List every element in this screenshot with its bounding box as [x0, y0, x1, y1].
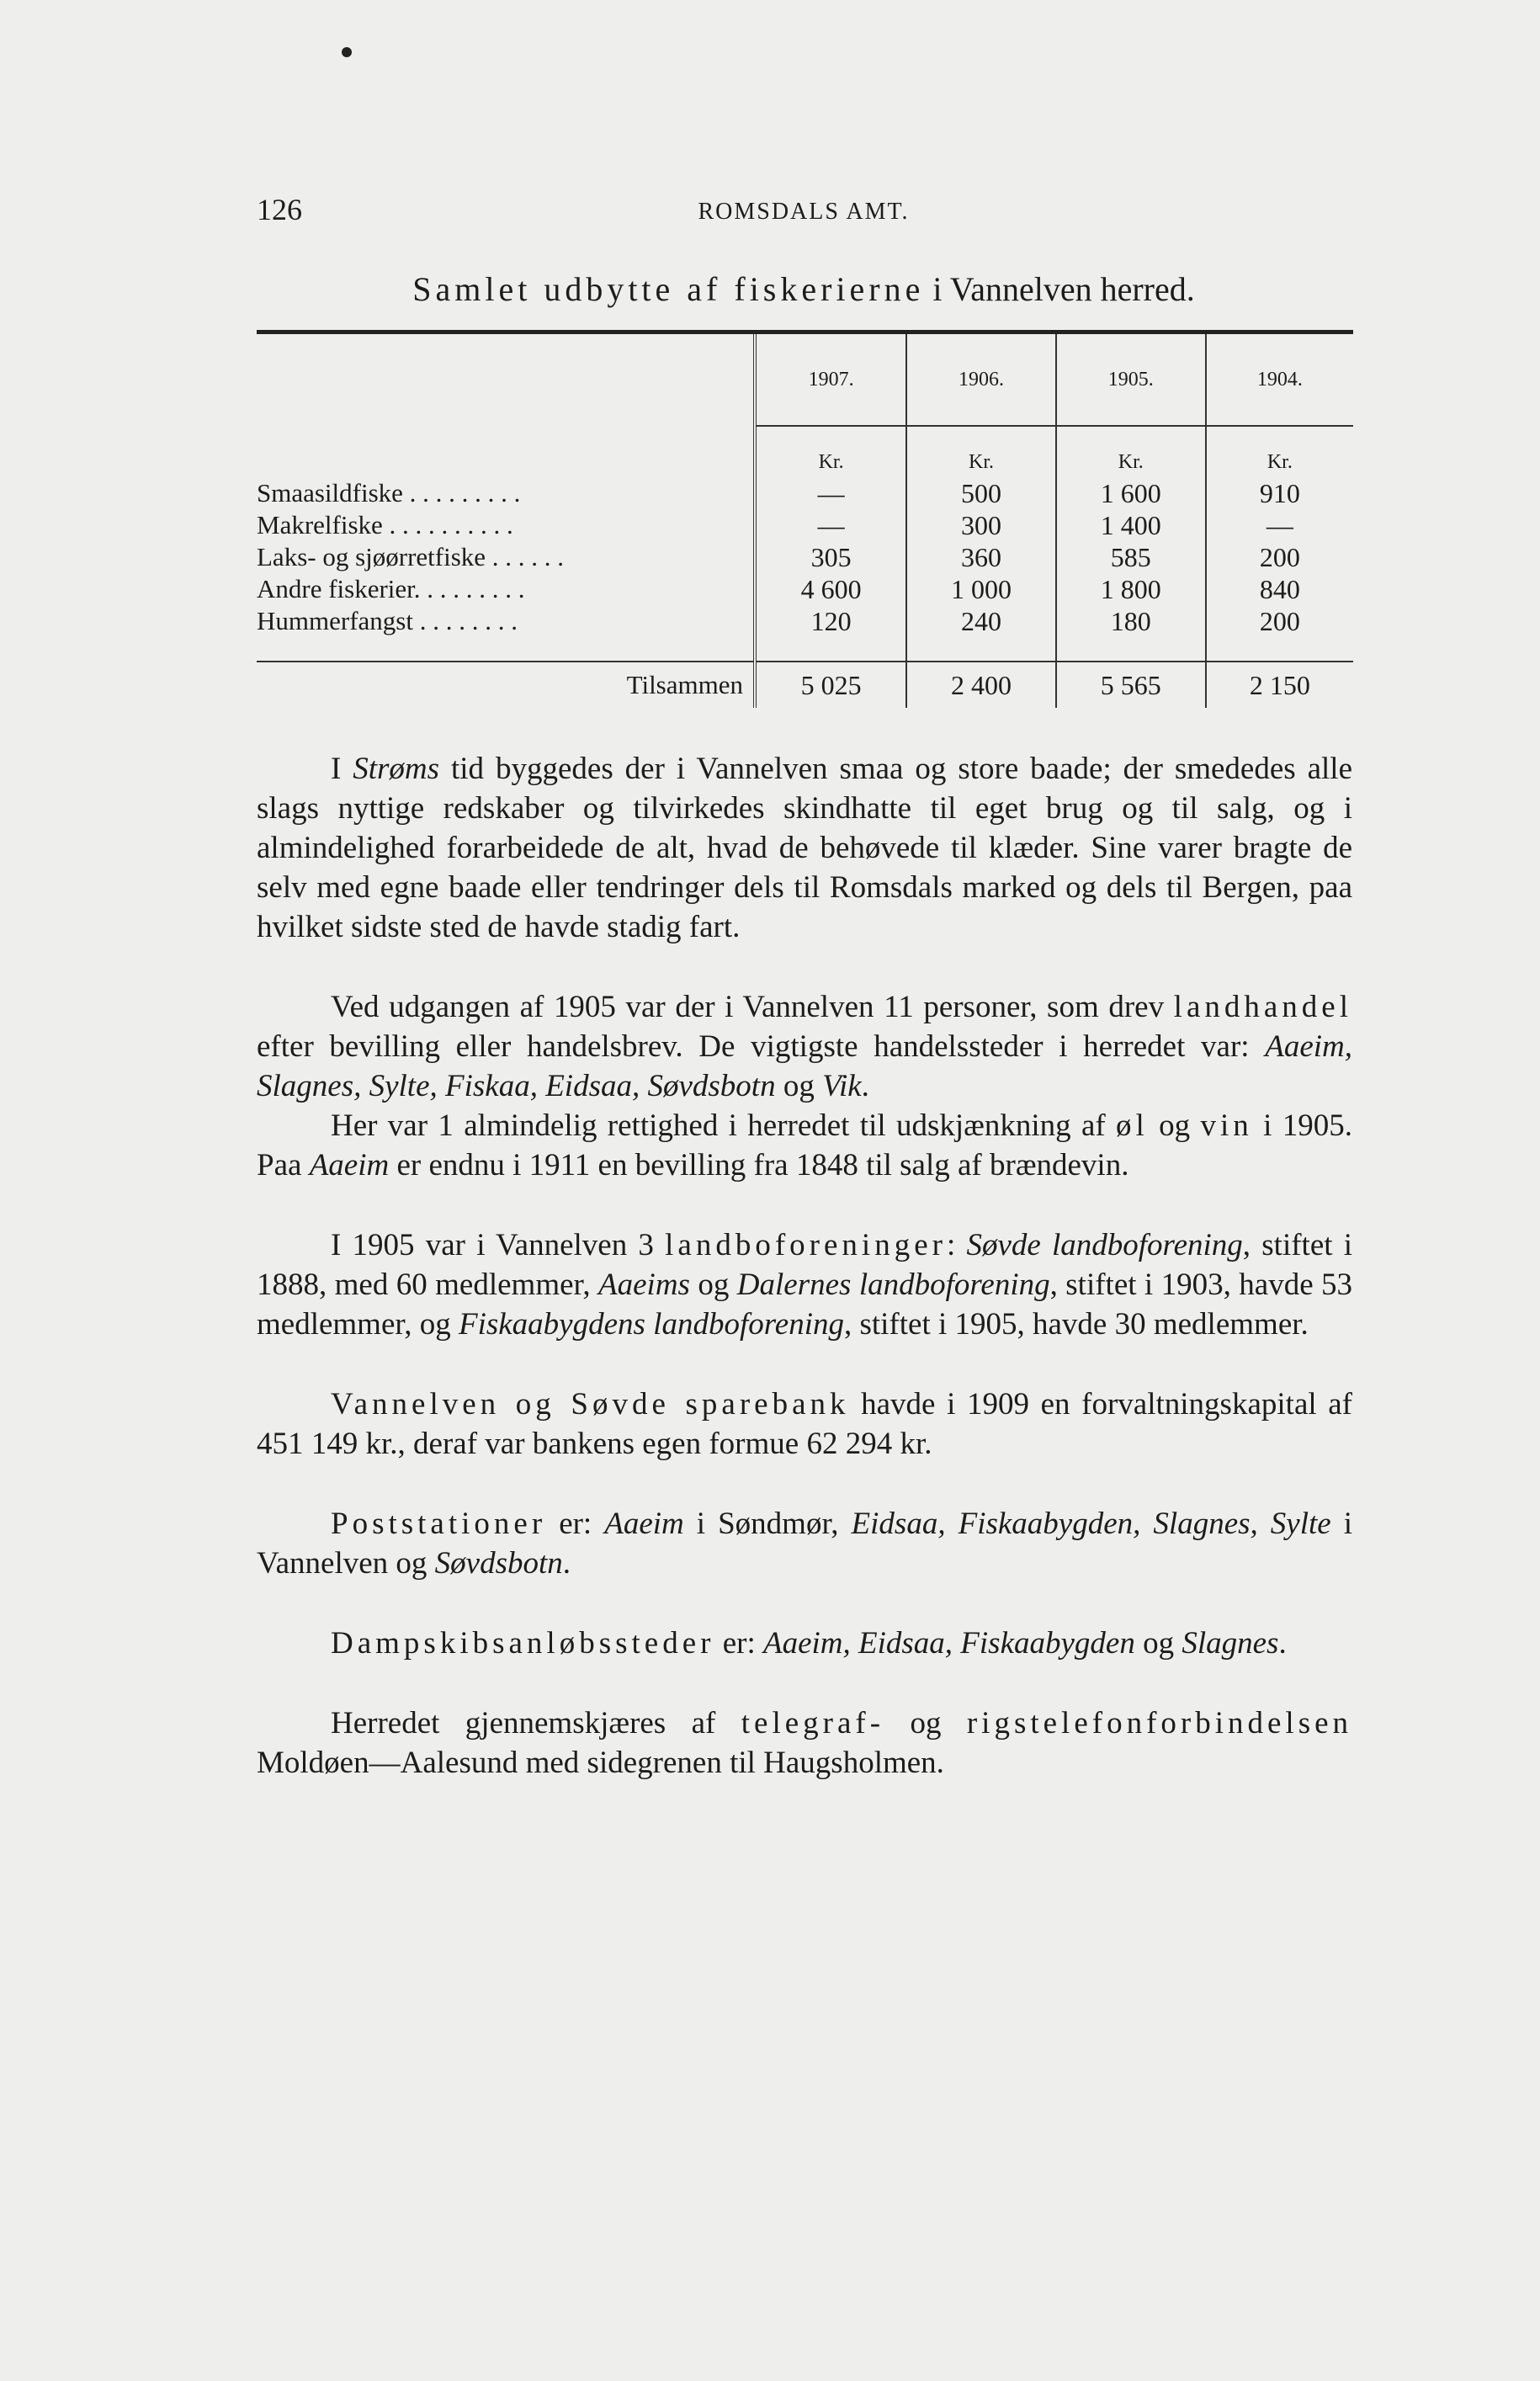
- table-title-rest: i Vannelven herred.: [932, 270, 1195, 308]
- ink-dot: [342, 47, 352, 57]
- page-number: 126: [257, 193, 302, 226]
- cell: 585: [1056, 541, 1206, 573]
- unit-cell: Kr.: [755, 426, 906, 477]
- table-row: [257, 541, 1353, 573]
- row-label: Smaasildfiske . . . . . . . . .: [257, 477, 755, 509]
- row-label: Makrelfiske . . . . . . . . . .: [257, 509, 755, 541]
- table-row: [257, 605, 1353, 637]
- cell: 1 400: [1056, 509, 1206, 541]
- table-title-spaced: Samlet udbytte af fiskerierne: [412, 270, 925, 308]
- year-header-row: [257, 332, 1353, 427]
- year-1905: 1905.: [1056, 332, 1206, 427]
- row-label: Andre fiskerier. . . . . . . . .: [257, 573, 755, 605]
- table-row: [257, 573, 1353, 605]
- row-label: Hummerfangst . . . . . . . .: [257, 605, 755, 637]
- year-1906: 1906.: [906, 332, 1056, 427]
- cell: 240: [906, 605, 1056, 637]
- cell: 120: [755, 605, 906, 637]
- unit-cell: Kr.: [1267, 451, 1293, 473]
- row-label: Laks- og sjøørretfiske . . . . . .: [257, 541, 755, 573]
- cell: —: [755, 477, 906, 509]
- running-head: ROMSDALS AMT.: [698, 199, 910, 225]
- total-cell: 2 150: [1206, 662, 1353, 708]
- cell: 1 600: [1056, 477, 1206, 509]
- cell: —: [1266, 509, 1293, 540]
- cell: 910: [1259, 477, 1300, 508]
- paragraph-telegraph: Herredet gjennemskjæres af telegraf- og rigstelefonforbindelsen Moldøen—Aalesund med sidegrenen til Haugsholmen.: [257, 1706, 1353, 1780]
- cell: 200: [1259, 541, 1300, 572]
- page-header: [257, 192, 1351, 234]
- fishery-table: [257, 330, 1353, 708]
- unit-cell: Kr.: [906, 426, 1056, 477]
- total-label: Tilsammen: [257, 662, 755, 708]
- unit-cell: Kr.: [1056, 426, 1206, 477]
- cell: —: [755, 509, 906, 541]
- table-title: [257, 269, 1351, 309]
- spacer-row: [257, 637, 1353, 662]
- table-row: [257, 477, 1353, 509]
- body-text: [257, 749, 1352, 1823]
- stub-header: [257, 332, 755, 478]
- cell: 300: [906, 509, 1056, 541]
- cell: 1 000: [906, 573, 1056, 605]
- paragraph-bank: Vannelven og Søvde sparebank havde i 1909 en forvaltningskapital af 451 149 kr., deraf var bankens egen formue 62 294 kr.: [257, 1387, 1353, 1461]
- cell: 305: [755, 541, 906, 573]
- cell: 500: [906, 477, 1056, 509]
- cell: 1 800: [1056, 573, 1206, 605]
- paragraph-trade: Ved udgangen af 1905 var der i Vannelven 11 personer, som drev landhandel efter bevilling eller handelsbrev. De vigtigste handelssteder i herredet var: Aaeim, Slagnes, Sylte, Fiskaa, Eidsaa, Søvdsbotn og Vik.: [257, 990, 1352, 1103]
- cell: 840: [1259, 573, 1300, 604]
- year-1907: 1907.: [755, 332, 906, 427]
- paragraph-licence: Her var 1 almindelig rettighed i herredet til udskjænkning af øl og vin i 1905. Paa Aaeim er endnu i 1911 en bevilling fra 1848 til salg af brændevin.: [257, 1108, 1353, 1183]
- paragraph-steamship: Dampskibsanløbssteder er: Aaeim, Eidsaa, Fiskaabygden og Slagnes.: [331, 1626, 1287, 1661]
- cell: 360: [906, 541, 1056, 573]
- total-row: [257, 662, 1353, 708]
- total-cell: 5 025: [755, 662, 906, 708]
- year-1904: 1904.: [1206, 332, 1353, 427]
- table-row: [257, 509, 1353, 541]
- cell: 180: [1056, 605, 1206, 637]
- paragraph-farmers: I 1905 var i Vannelven 3 landboforeninger: Søvde landboforening, stiftet i 1888, med 60 medlemmer, Aaeims og Dalernes landboforening, stiftet i 1903, havde 53 medlemmer, og Fiskaabygdens landboforening, stiftet i 1905, havde 30 medlemmer.: [257, 1228, 1353, 1342]
- paragraph-post: Poststationer er: Aaeim i Søndmør, Eidsaa, Fiskaabygden, Slagnes, Sylte i Vannelven og Søvdsbotn.: [257, 1507, 1352, 1581]
- cell: 4 600: [755, 573, 906, 605]
- cell: 200: [1259, 605, 1300, 636]
- total-cell: 5 565: [1056, 662, 1206, 708]
- paragraph-crafts: I Strøms tid byggedes der i Vannelven smaa og store baade; der smededes alle slags nyttige redskaber og tilvirkedes skindhatte til eget brug og til salg, og i almindelighed forarbeidede de alt, hvad de behøvede til klæder. Sine varer bragte de selv med egne baade eller tendringer dels til Romsdals marked og dels til Bergen, paa hvilket sidste sted de havde stadig fart.: [257, 752, 1352, 944]
- total-cell: 2 400: [906, 662, 1056, 708]
